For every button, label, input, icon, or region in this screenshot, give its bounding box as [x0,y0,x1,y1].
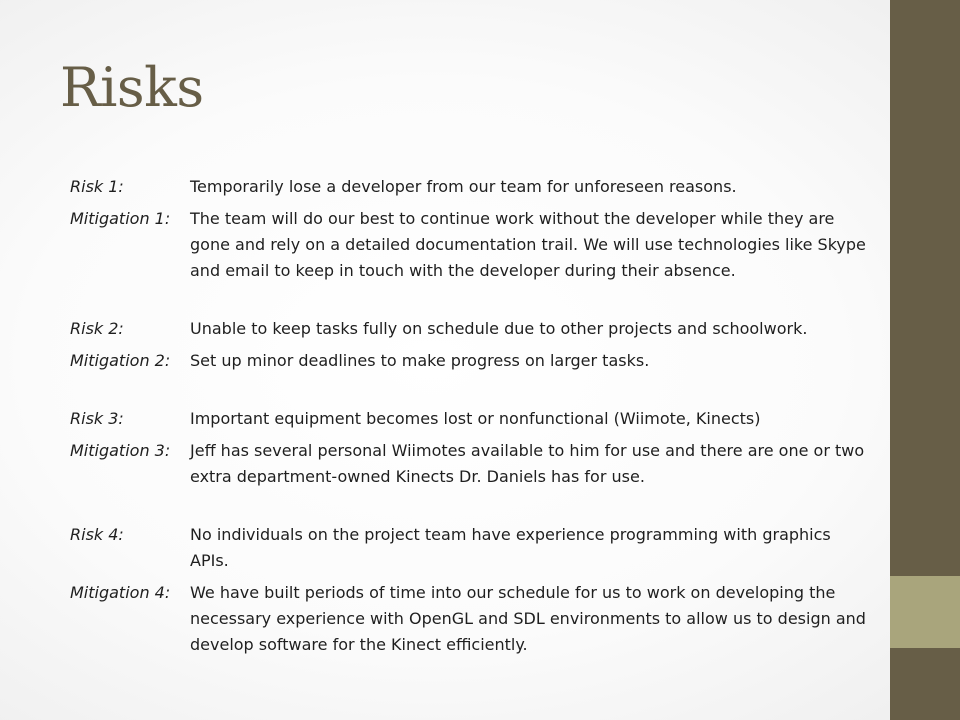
sidebar-accent-band [890,576,960,648]
mitigation-1-text: The team will do our best to continue work without the developer while they are gone and rely on a detailed documentation trail. We will use technologies like Skype and email to keep in touch with the developer during their absence. [190,209,866,280]
risk-3-row [70,406,870,432]
mitigation-3-label: Mitigation 3: [70,441,171,460]
risk-3-text: Important equipment becomes lost or nonfunctional (Wiimote, Kinects) [190,409,761,428]
risk-1-label: Risk 1: [70,177,124,196]
risk-2-row [70,316,870,342]
mitigation-4-row [70,580,870,658]
risk-4-text: No individuals on the project team have experience programming with graphics APIs. [190,525,831,570]
sidebar-dark-band-bottom [890,648,960,720]
mitigation-1-row [70,206,870,284]
mitigation-2-text: Set up minor deadlines to make progress on larger tasks. [190,351,650,370]
mitigation-2-row [70,348,870,374]
slide-title: Risks [60,56,204,119]
mitigation-3-text: Jeff has several personal Wiimotes available to him for use and there are one or two extra department-owned Kinects Dr. Daniels has for use. [190,441,865,486]
mitigation-4-label: Mitigation 4: [70,583,171,602]
risk-2-text: Unable to keep tasks fully on schedule due to other projects and schoolwork. [190,319,808,338]
risk-1-text: Temporarily lose a developer from our team for unforeseen reasons. [190,177,737,196]
mitigation-2-label: Mitigation 2: [70,351,171,370]
risk-4-row [70,522,870,574]
risk-list [70,174,870,664]
risk-1-row [70,174,870,200]
risk-2-label: Risk 2: [70,319,124,338]
mitigation-4-text: We have built periods of time into our schedule for us to work on developing the necessary experience with OpenGL and SDL environments to allow us to design and develop software for the Kinect efficiently. [190,583,866,654]
risk-4-label: Risk 4: [70,525,124,544]
mitigation-1-label: Mitigation 1: [70,209,171,228]
mitigation-3-row [70,438,870,490]
risk-3-label: Risk 3: [70,409,124,428]
sidebar-dark-band [890,0,960,576]
